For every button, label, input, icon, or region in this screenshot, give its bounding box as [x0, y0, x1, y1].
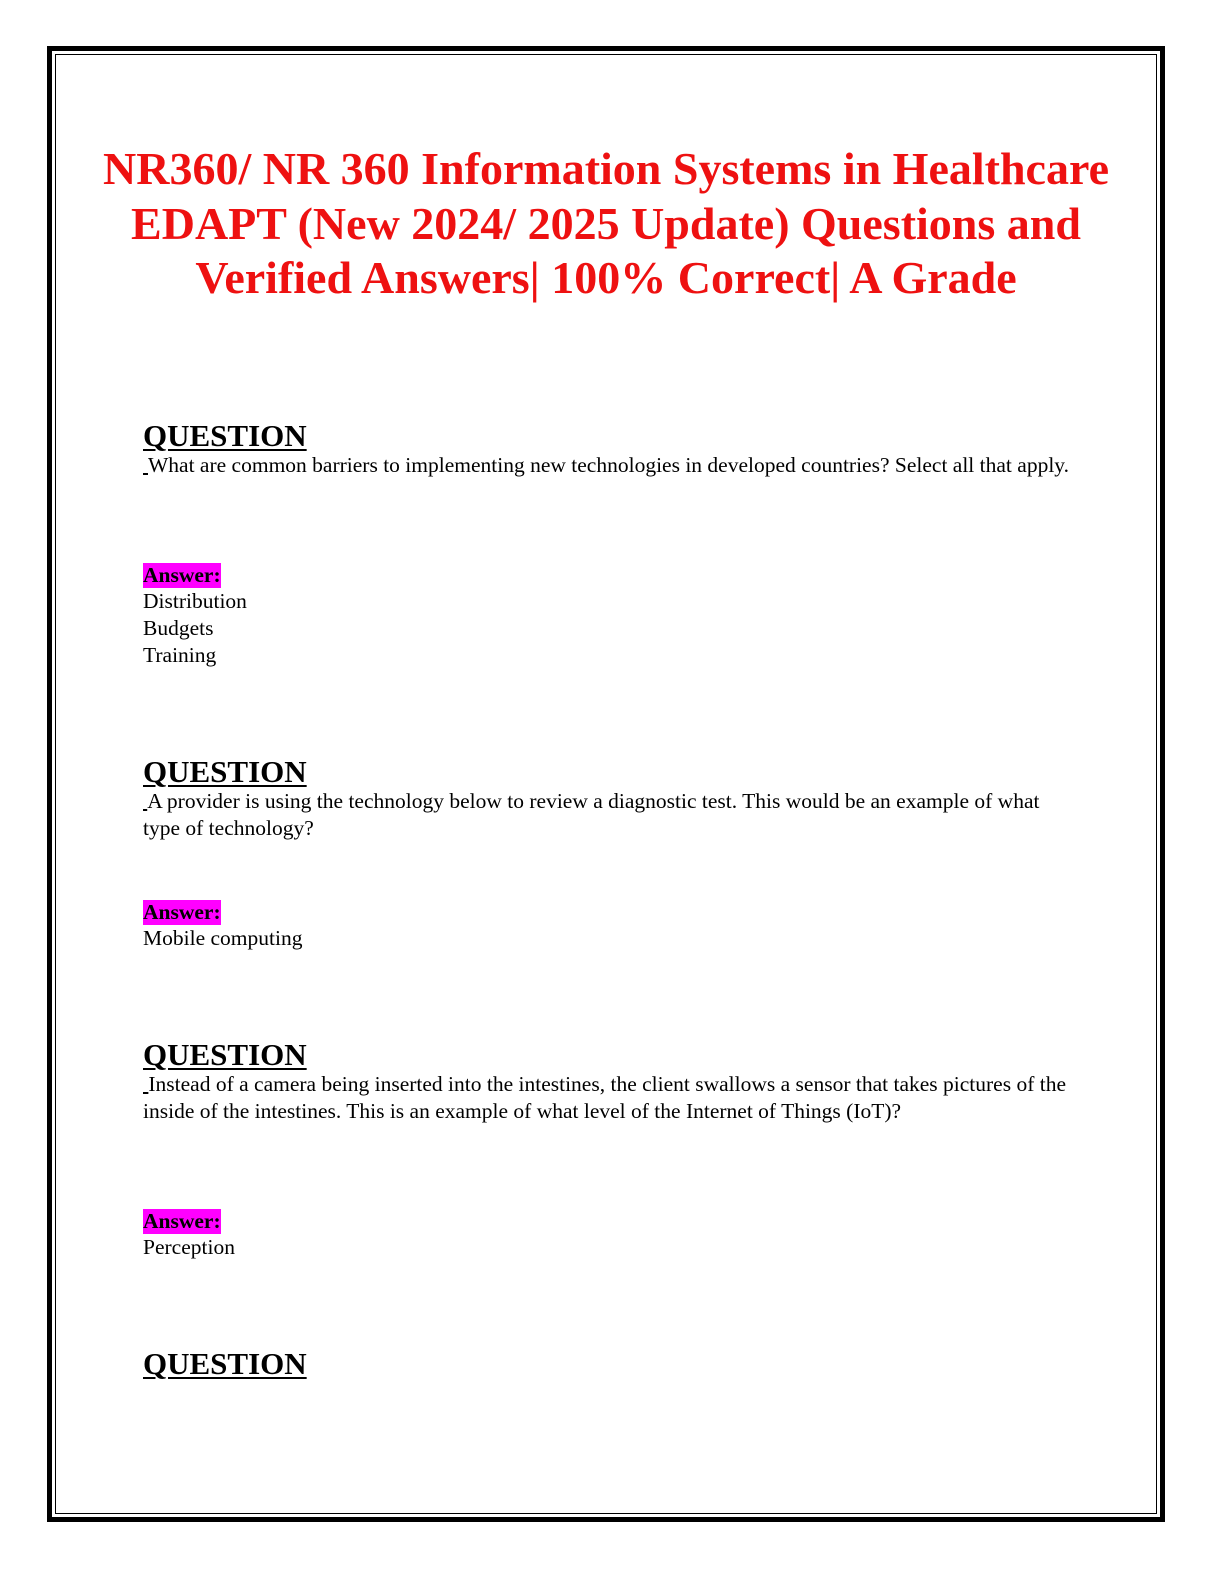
question-block-2: [143, 756, 1073, 842]
question-text-content: A provider is using the technology below to review a diagnostic test. This would be an example of what type of technology?: [143, 789, 1040, 840]
answer-item: Budgets: [143, 616, 214, 640]
answer-label: Answer:: [143, 563, 221, 587]
answer-item: Distribution: [143, 589, 247, 613]
question-text-content: Instead of a camera being inserted into the intestines, the client swallows a sensor that takes pictures of the inside of the intestines. This is an example of what level of the Internet of Things (IoT)?: [143, 1072, 1067, 1123]
document-title: NR360/ NR 360 Information Systems in Healthcare EDAPT (New 2024/ 2025 Update) Questions and Verified Answers| 100% Correct| A Grade: [103, 143, 1109, 303]
question-block-3: [143, 1039, 1073, 1125]
question-text: [143, 1071, 1073, 1125]
answer-item: Perception: [143, 1235, 235, 1259]
question-heading: QUESTION: [143, 754, 307, 789]
answer-block-1: [143, 563, 1073, 669]
question-block-1: [143, 420, 1073, 479]
answer-item: Mobile computing: [143, 926, 303, 950]
answer-block-2: [143, 900, 1073, 952]
answer-item: Training: [143, 643, 217, 667]
question-text-content: What are common barriers to implementing new technologies in developed countries? Select all that apply.: [148, 453, 1070, 477]
question-heading: QUESTION: [143, 1037, 307, 1072]
question-heading: QUESTION: [143, 418, 307, 453]
question-text: [143, 452, 1073, 479]
question-block-4: [143, 1348, 1073, 1380]
answer-label: Answer:: [143, 1209, 221, 1233]
question-heading: QUESTION: [143, 1346, 307, 1381]
question-text: [143, 788, 1073, 842]
answer-block-3: [143, 1209, 1073, 1261]
answer-label: Answer:: [143, 900, 221, 924]
